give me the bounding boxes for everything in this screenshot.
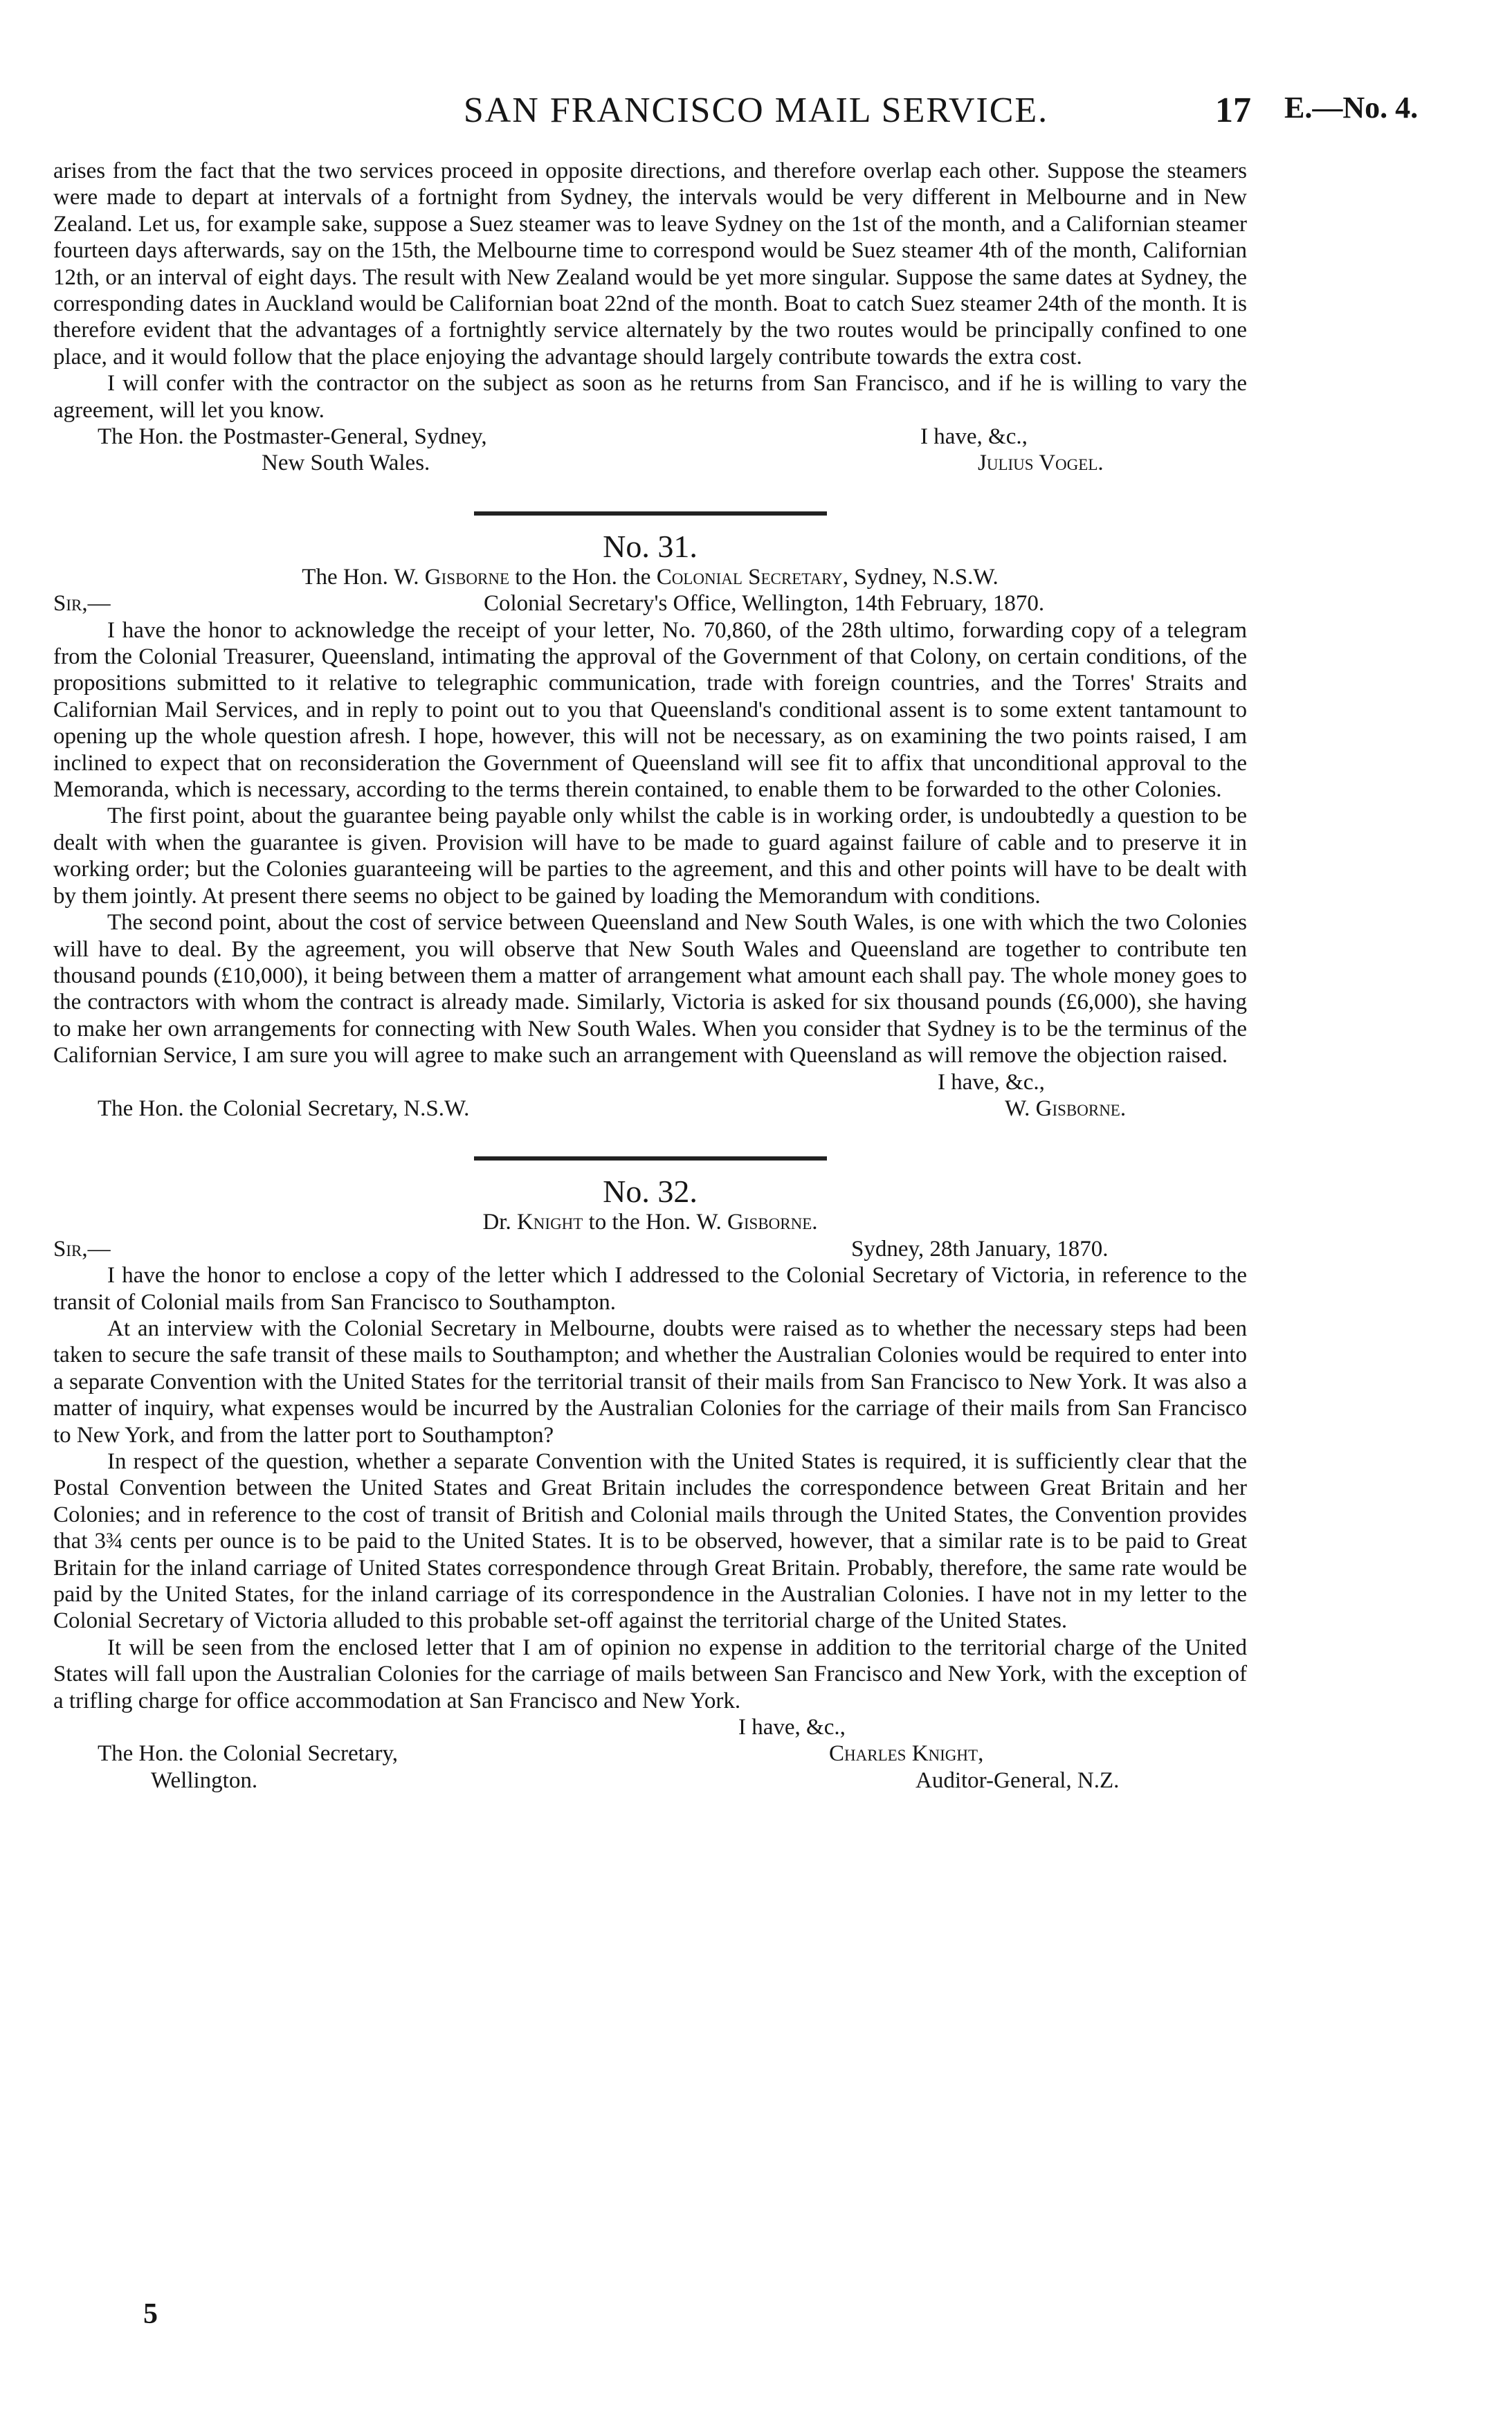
closing: I have, &c., [938,1069,1045,1095]
closing-row [53,1095,1247,1122]
paragraph: arises from the fact that the two services proceed in opposite directions, and therefore overlap each other. Suppose the steamers were made to depart at intervals of a fortnight from Sydney, the intervals would be very different in Melbourne and in New Zealand. Let us, for example sake, suppose a Suez steamer was to leave Sydney on the 1st of the month, and a Californian steamer fourteen days afterwards, say on the 15th, the Melbourne time to correspond would be Suez steamer 4th of the month, Californian 12th, or an interval of eight days. The result with New Zealand would be yet more singular. Suppose the same dates at Sydney, the corresponding dates in Auckland would be Californian boat 22nd of the month. Boat to catch Suez steamer 24th of the month. It is therefore evident that the advantages of a fortnightly service alternately by the two routes would be principally confined to one place, and it would follow that the place enjoying the advantage should largely contribute towards the extra cost. [53,158,1247,370]
recipient-name: Colonial Secretary [656,564,843,590]
paragraph: I will confer with the contractor on the subject as soon as he returns from San Francisco, and if he is willing to vary the agreement, will let you know. [53,371,1247,423]
author-name: Knight [516,1210,583,1235]
signature-mark: 5 [143,2298,158,2330]
running-title: SAN FRANCISCO MAIL SERVICE. [463,91,1049,130]
paragraph: It will be seen from the enclosed letter that I am of opinion no expense in addition to the territorial charge of the United States will fall upon the Australian Colonies for the carriage of mails between San Francisco and New York, with the exception of a trifling charge for office accommodation at San Francisco and New York. [53,1635,1247,1713]
signature: Julius Vogel. [978,451,1104,476]
closing-row [53,1767,1247,1794]
addressee-location: New South Wales. [262,451,430,476]
addressee-location: Wellington. [151,1767,258,1793]
signature: Charles Knight, [829,1741,984,1767]
addressee: The Hon. the Colonial Secretary, [98,1741,399,1767]
continued-letter [53,158,1247,477]
letter-31 [53,529,1247,1122]
author-name: W. Gisborne [394,564,510,590]
letter-heading: The Hon. W. Gisborne to the Hon. the Colonial Secretary, Sydney, N.S.W. [302,564,999,590]
recipient-name: W. Gisborne. [696,1210,818,1235]
closing-row [53,450,1247,476]
closing: I have, &c., [738,1715,846,1740]
paragraph: In respect of the question, whether a separate Convention with the United States is required, it is sufficiently clear that the Postal Convention between the United States and Great Britain includes the correspondence between Great Britain and her Colonies; and in reference to the cost of transit of British and Colonial mails through the United States, the Convention provides that 3¾ cents per ounce is to be paid to the United States. It is to be observed, however, that a similar rate is to be paid to Great Britain for the inland carriage of United States correspondence through Great Britain. Probably, therefore, the same rate would be paid by the United States, for the inland carriage of its correspondence in the Australian Colonies. I have not in my letter to the Colonial Secretary of Victoria alluded to this probable set-off against the territorial charge of the United States. [53,1448,1247,1634]
addressee: The Hon. the Colonial Secretary, N.S.W. [98,1095,470,1121]
paragraph: I have the honor to acknowledge the receipt of your letter, No. 70,860, of the 28th ultimo, forwarding copy of a telegram from the Colonial Treasurer, Queensland, intimating the approval of the Government of that Colony, on certain conditions, of the propositions submitted to it relative to telegraphic communication, trade with foreign countries, and the Torres' Straits and Californian Mail Services, and in reply to point out to you that Queensland's conditional assent is to some extent tantamount to opening up the whole question afresh. I hope, however, this will not be necessary, as on examining the two points raised, I am inclined to expect that on reconsideration the Government of Queensland will see fit to affix that unconditional approval to the Memoranda, which is necessary, according to the terms therein contained, to enable them to be forwarded to the other Colonies. [53,617,1247,803]
dateline: Sydney, 28th January, 1870. [851,1236,1109,1262]
closing-row [53,1714,1247,1740]
closing: I have, &c., [920,424,1028,450]
page-body [53,158,1247,1794]
letter-number: No. 32. [603,1174,698,1210]
paragraph: At an interview with the Colonial Secretary in Melbourne, doubts were raised as to whether the necessary steps had been taken to secure the safe transit of these mails to Southampton; and whether the Australian Colonies would be required to enter into a separate Convention with the United States for the territorial transit of their mails from San Francisco to New York. It was also a matter of inquiry, what expenses would be incurred by the Australian Colonies for the carriage of their mails from San Francisco to New York, and from the latter port to Southampton? [53,1316,1247,1448]
addressee: The Hon. the Postmaster-General, Sydney, [98,424,487,450]
signature: W. Gisborne. [1005,1095,1127,1121]
letter-32 [53,1174,1247,1794]
letter-number: No. 31. [603,528,698,564]
salutation-row [53,590,1247,617]
paper-reference: E.—No. 4. [1284,91,1419,125]
letter-heading: Dr. Knight to the Hon. W. Gisborne. [482,1210,818,1235]
paragraph: The second point, about the cost of service between Queensland and New South Wales, is one with which the two Colonies will have to deal. By the agreement, you will observe that New South Wales and Queensland are together to contribute ten thousand pounds (£10,000), it being between them a matter of arrangement what amount each shall pay. The whole money goes to the contractors with whom the contract is already made. Similarly, Victoria is asked for six thousand pounds (£6,000), she having to make her own arrangements for connecting with New South Wales. When you consider that Sydney is to be the terminus of the Californian Service, I am sure you will agree to make such an arrangement with Queensland as will remove the objection raised. [53,910,1247,1068]
signature-title: Auditor-General, N.Z. [916,1767,1120,1793]
salutation: Sir,— [53,1236,111,1262]
closing-row [53,1069,1247,1095]
salutation: Sir,— [53,591,111,617]
page-header [0,90,1512,138]
paragraph: The first point, about the guarantee being payable only whilst the cable is in working order, is undoubtedly a question to be dealt with when the guarantee is given. Provision will have to be made to guard against failure of cable and to preserve it in working order; but the Colonies guaranteeing will be parties to the agreement, and this and other points will have to be dealt with by them jointly. At present there seems no object to be gained by loading the Memorandum with conditions. [53,803,1247,909]
dateline: Colonial Secretary's Office, Wellington, 14th February, 1870. [484,591,1045,617]
closing-row [53,424,1247,450]
closing-row [53,1740,1247,1767]
salutation-row [53,1236,1247,1262]
page-number: 17 [1215,91,1251,130]
paragraph: I have the honor to enclose a copy of the letter which I addressed to the Colonial Secretary of Victoria, in reference to the transit of Colonial mails from San Francisco to Southampton. [53,1263,1247,1315]
